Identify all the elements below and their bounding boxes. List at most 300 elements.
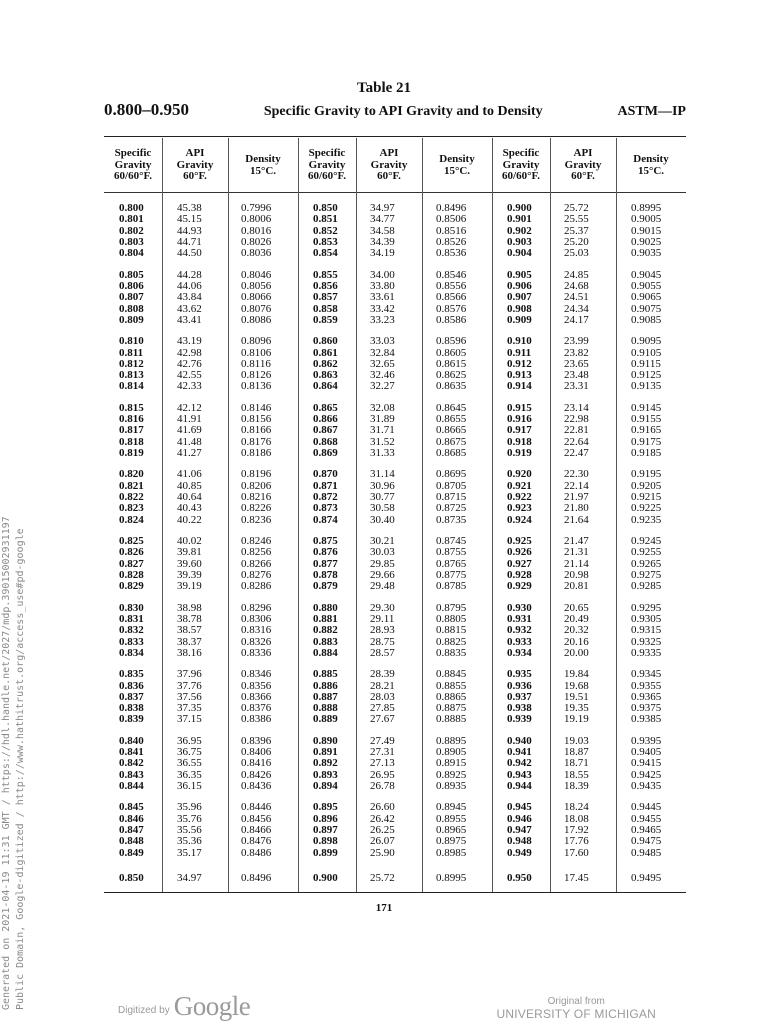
density-value: 0.8496	[436, 202, 467, 214]
density-value: 0.8965	[436, 824, 467, 836]
api-gravity-value: 29.30	[370, 601, 395, 614]
specific-gravity-value: 0.814	[119, 380, 144, 393]
specific-gravity-value: 0.841	[119, 746, 144, 759]
specific-gravity-value: 0.904	[507, 247, 532, 260]
density-value: 0.9205	[631, 479, 662, 492]
specific-gravity-value: 0.808	[119, 302, 144, 315]
specific-gravity-value: 0.865	[313, 401, 338, 414]
stamp-line-license: Public Domain, Google-digitized / http://www.hathitrust.org/access_use#pd-google	[15, 528, 26, 1010]
density-value: 0.8805	[436, 612, 467, 625]
api-gravity-value: 33.42	[370, 302, 395, 315]
density-value: 0.8665	[436, 424, 467, 437]
api-gravity-value: 40.02	[177, 535, 202, 547]
specific-gravity-value: 0.942	[507, 757, 532, 770]
api-gravity-value: 42.33	[177, 380, 202, 393]
specific-gravity-value: 0.837	[119, 690, 144, 703]
api-gravity-value: 20.16	[564, 635, 589, 648]
specific-gravity-value: 0.821	[119, 479, 144, 492]
api-gravity-value: 28.39	[370, 668, 395, 681]
header-line: 60/60°F.	[502, 170, 540, 182]
density-value: 0.8775	[436, 568, 467, 581]
api-gravity-value: 19.68	[564, 679, 589, 692]
density-value: 0.8975	[436, 835, 467, 848]
specific-gravity-value: 0.849	[119, 846, 144, 859]
density-value: 0.8725	[436, 502, 467, 515]
specific-gravity-value: 0.944	[507, 780, 532, 792]
specific-gravity-value: 0.835	[119, 668, 144, 681]
api-gravity-value: 28.03	[370, 690, 395, 703]
api-gravity-value: 17.45	[564, 872, 589, 884]
specific-gravity-value: 0.931	[507, 612, 532, 625]
api-gravity-value: 22.98	[564, 413, 589, 426]
api-gravity-value: 20.49	[564, 612, 589, 625]
density-value: 0.8566	[436, 291, 467, 304]
density-value: 0.8536	[436, 247, 467, 260]
header-density	[422, 154, 492, 190]
specific-gravity-value: 0.811	[119, 346, 144, 359]
api-gravity-value: 23.31	[564, 380, 589, 393]
specific-gravity-value: 0.803	[119, 235, 144, 248]
density-value: 0.9065	[631, 291, 662, 304]
hathitrust-stamp	[0, 516, 28, 1010]
api-gravity-value: 29.11	[370, 612, 395, 625]
density-value: 0.9255	[631, 546, 662, 559]
header-line: API	[185, 147, 205, 159]
api-gravity-value: 34.19	[370, 247, 395, 260]
density-value: 0.9025	[631, 235, 662, 248]
density-value: 0.8096	[241, 335, 272, 348]
specific-gravity-value: 0.945	[507, 801, 532, 814]
specific-gravity-value: 0.848	[119, 835, 144, 848]
specific-gravity-value: 0.920	[507, 468, 532, 481]
density-value: 0.8915	[436, 757, 467, 770]
specific-gravity-value: 0.905	[507, 268, 532, 281]
specific-gravity-value: 0.869	[313, 447, 338, 459]
api-gravity-value: 44.06	[177, 279, 202, 292]
density-value: 0.9455	[631, 812, 662, 825]
density-value: 0.8136	[241, 380, 272, 393]
specific-gravity-value: 0.894	[313, 780, 338, 792]
specific-gravity-value: 0.857	[313, 291, 338, 304]
api-gravity-value: 29.85	[370, 557, 395, 570]
api-gravity-value: 19.51	[564, 690, 589, 703]
api-gravity-value: 23.82	[564, 346, 589, 359]
specific-gravity-value: 0.850	[313, 202, 338, 214]
api-gravity-value: 28.93	[370, 624, 395, 637]
specific-gravity-value: 0.886	[313, 679, 338, 692]
density-value: 0.9055	[631, 279, 662, 292]
api-gravity-value: 35.56	[177, 824, 202, 836]
header-specific-gravity	[104, 148, 162, 184]
density-value: 0.8556	[436, 279, 467, 292]
header-line: Density	[633, 153, 669, 165]
specific-gravity-value: 0.826	[119, 546, 144, 559]
api-gravity-value: 30.03	[370, 546, 395, 559]
header-density	[616, 154, 686, 190]
column-separator	[356, 138, 357, 892]
density-value: 0.9015	[631, 224, 662, 237]
density-value: 0.8296	[241, 601, 272, 614]
header-line: 60°F.	[571, 170, 595, 182]
api-gravity-value: 37.15	[177, 713, 202, 726]
density-value: 0.8426	[241, 768, 272, 781]
specific-gravity-value: 0.943	[507, 768, 532, 781]
density-value: 0.9385	[631, 713, 662, 726]
specific-gravity-value: 0.890	[313, 734, 338, 747]
page-number: 171	[375, 902, 393, 914]
density-value: 0.8675	[436, 435, 467, 448]
api-gravity-value: 31.14	[370, 468, 395, 481]
density-value: 0.9335	[631, 646, 662, 659]
density-value: 0.8276	[241, 568, 272, 581]
density-value: 0.8216	[241, 491, 272, 503]
api-gravity-value: 38.57	[177, 624, 202, 637]
density-value: 0.8715	[436, 491, 467, 503]
column-headers	[104, 138, 686, 193]
specific-gravity-value: 0.898	[313, 835, 338, 848]
specific-gravity-value: 0.876	[313, 546, 338, 559]
api-gravity-value: 18.08	[564, 812, 589, 825]
specific-gravity-value: 0.899	[313, 846, 338, 859]
density-value: 0.9245	[631, 535, 662, 547]
api-gravity-value: 39.39	[177, 568, 202, 581]
api-gravity-value: 44.50	[177, 247, 202, 260]
api-gravity-value: 22.64	[564, 435, 589, 448]
density-value: 0.8316	[241, 624, 272, 637]
api-gravity-value: 40.64	[177, 491, 202, 503]
specific-gravity-value: 0.925	[507, 535, 532, 547]
specific-gravity-value: 0.903	[507, 235, 532, 248]
density-value: 0.8576	[436, 302, 467, 315]
api-gravity-value: 33.03	[370, 335, 395, 348]
api-gravity-value: 45.15	[177, 213, 202, 226]
density-value: 0.8186	[241, 447, 272, 459]
density-value: 0.8456	[241, 812, 272, 825]
specific-gravity-value: 0.829	[119, 580, 144, 593]
api-gravity-value: 34.00	[370, 268, 395, 281]
api-gravity-value: 20.32	[564, 624, 589, 637]
specific-gravity-value: 0.893	[313, 768, 338, 781]
density-value: 0.8695	[436, 468, 467, 481]
header-api-gravity	[550, 148, 616, 184]
density-value: 0.8995	[631, 202, 662, 214]
specific-gravity-value: 0.847	[119, 824, 144, 836]
specific-gravity-value: 0.858	[313, 302, 338, 315]
specific-gravity-value: 0.842	[119, 757, 144, 770]
api-gravity-value: 32.46	[370, 369, 395, 382]
table-subtitle: Specific Gravity to API Gravity and to Density	[263, 104, 543, 119]
api-gravity-value: 20.98	[564, 568, 589, 581]
api-gravity-value: 41.27	[177, 447, 202, 459]
api-gravity-value: 17.76	[564, 835, 589, 848]
density-value: 0.8466	[241, 824, 272, 836]
specific-gravity-value: 0.830	[119, 601, 144, 614]
specific-gravity-value: 0.884	[313, 646, 338, 659]
api-gravity-value: 43.41	[177, 313, 202, 326]
density-value: 0.8486	[241, 846, 272, 859]
density-value: 0.8476	[241, 835, 272, 848]
api-gravity-value: 21.47	[564, 535, 589, 547]
specific-gravity-value: 0.897	[313, 824, 338, 836]
specific-gravity-value: 0.817	[119, 424, 144, 437]
density-value: 0.9215	[631, 491, 662, 503]
api-gravity-value: 30.77	[370, 491, 395, 503]
density-value: 0.8845	[436, 668, 467, 681]
api-gravity-value: 38.78	[177, 612, 202, 625]
api-gravity-value: 18.39	[564, 780, 589, 792]
digitized-by-google	[118, 990, 250, 1022]
specific-gravity-value: 0.947	[507, 824, 532, 836]
density-value: 0.8516	[436, 224, 467, 237]
api-gravity-value: 18.55	[564, 768, 589, 781]
column-separator	[298, 138, 299, 892]
specific-gravity-value: 0.941	[507, 746, 532, 759]
original-from	[496, 996, 656, 1021]
specific-gravity-value: 0.855	[313, 268, 338, 281]
api-gravity-value: 31.33	[370, 447, 395, 459]
density-value: 0.8596	[436, 335, 467, 348]
specific-gravity-value: 0.928	[507, 568, 532, 581]
header-line: 60/60°F.	[308, 170, 346, 182]
density-value: 0.8446	[241, 801, 272, 814]
api-gravity-value: 18.87	[564, 746, 589, 759]
header-specific-gravity	[298, 148, 356, 184]
density-value: 0.8226	[241, 502, 272, 515]
density-value: 0.8745	[436, 535, 467, 547]
density-value: 0.8935	[436, 780, 467, 792]
specific-gravity-value: 0.919	[507, 447, 532, 459]
api-gravity-value: 34.97	[177, 872, 202, 884]
api-gravity-value: 34.77	[370, 213, 395, 226]
api-gravity-value: 22.14	[564, 479, 589, 492]
api-gravity-value: 25.37	[564, 224, 589, 237]
api-gravity-value: 41.69	[177, 424, 202, 437]
specific-gravity-value: 0.831	[119, 612, 144, 625]
api-gravity-value: 17.92	[564, 824, 589, 836]
api-gravity-value: 34.39	[370, 235, 395, 248]
api-gravity-value: 24.85	[564, 268, 589, 281]
density-value: 0.8985	[436, 846, 467, 859]
api-gravity-value: 34.58	[370, 224, 395, 237]
api-gravity-value: 42.98	[177, 346, 202, 359]
api-gravity-value: 43.62	[177, 302, 202, 315]
specific-gravity-value: 0.874	[313, 513, 338, 526]
specific-gravity-value: 0.871	[313, 479, 338, 492]
top-rule	[104, 136, 686, 137]
api-gravity-value: 21.97	[564, 491, 589, 503]
header-line: Gravity	[502, 158, 540, 171]
api-gravity-value: 35.76	[177, 812, 202, 825]
density-value: 0.9125	[631, 369, 662, 382]
density-value: 0.8905	[436, 746, 467, 759]
specific-gravity-value: 0.927	[507, 557, 532, 570]
api-gravity-value: 19.35	[564, 702, 589, 715]
table-header-row	[104, 100, 686, 122]
header-line: 60°F.	[377, 170, 401, 182]
density-value: 0.8635	[436, 380, 467, 393]
header-line: API	[573, 147, 593, 159]
density-value: 0.9085	[631, 313, 662, 326]
specific-gravity-value: 0.914	[507, 380, 532, 393]
api-gravity-value: 23.48	[564, 369, 589, 382]
specific-gravity-value: 0.882	[313, 624, 338, 637]
api-gravity-value: 24.17	[564, 313, 589, 326]
density-value: 0.8076	[241, 302, 272, 315]
api-gravity-value: 38.98	[177, 601, 202, 614]
density-value: 0.8765	[436, 557, 467, 570]
density-value: 0.9285	[631, 580, 662, 593]
specific-gravity-value: 0.877	[313, 557, 338, 570]
specific-gravity-value: 0.923	[507, 502, 532, 515]
api-gravity-value: 44.71	[177, 235, 202, 248]
density-value: 0.8156	[241, 413, 272, 426]
density-value: 0.9375	[631, 702, 662, 715]
density-value: 0.8386	[241, 713, 272, 726]
api-gravity-value: 42.76	[177, 357, 202, 370]
density-value: 0.8196	[241, 468, 272, 481]
specific-gravity-value: 0.815	[119, 401, 144, 414]
api-gravity-value: 44.93	[177, 224, 202, 237]
density-value: 0.9135	[631, 380, 662, 393]
specific-gravity-value: 0.846	[119, 812, 144, 825]
api-gravity-value: 32.65	[370, 357, 395, 370]
specific-gravity-value: 0.809	[119, 313, 144, 326]
density-value: 0.8586	[436, 313, 467, 326]
specific-gravity-value: 0.895	[313, 801, 338, 814]
api-gravity-value: 27.49	[370, 734, 395, 747]
specific-gravity-value: 0.908	[507, 302, 532, 315]
density-value: 0.8645	[436, 401, 467, 414]
density-value: 0.8406	[241, 746, 272, 759]
header-line: Gravity	[308, 158, 346, 171]
specific-gravity-value: 0.822	[119, 491, 144, 503]
api-gravity-value: 19.03	[564, 734, 589, 747]
specific-gravity-value: 0.836	[119, 679, 144, 692]
density-value: 0.9225	[631, 502, 662, 515]
api-gravity-value: 42.12	[177, 401, 202, 414]
column-separator	[550, 138, 551, 892]
header-line: Density	[245, 153, 281, 165]
density-value: 0.9075	[631, 302, 662, 315]
density-value: 0.8206	[241, 479, 272, 492]
header-api-gravity	[162, 148, 228, 184]
specific-gravity-value: 0.823	[119, 502, 144, 515]
api-gravity-value: 32.84	[370, 346, 395, 359]
density-value: 0.9495	[631, 872, 662, 884]
density-value: 0.8036	[241, 247, 272, 260]
density-value: 0.8685	[436, 447, 467, 459]
density-value: 0.8526	[436, 235, 467, 248]
api-gravity-value: 31.71	[370, 424, 395, 437]
specific-gravity-value: 0.834	[119, 646, 144, 659]
api-gravity-value: 36.95	[177, 734, 202, 747]
api-gravity-value: 21.64	[564, 513, 589, 526]
specific-gravity-value: 0.939	[507, 713, 532, 726]
specific-gravity-value: 0.879	[313, 580, 338, 593]
standards-org: ASTM—IP	[617, 104, 686, 119]
api-gravity-value: 27.13	[370, 757, 395, 770]
density-value: 0.9175	[631, 435, 662, 448]
density-value: 0.9415	[631, 757, 662, 770]
density-value: 0.9425	[631, 768, 662, 781]
api-gravity-value: 20.65	[564, 601, 589, 614]
header-line: 60°F.	[183, 170, 207, 182]
specific-gravity-value: 0.948	[507, 835, 532, 848]
specific-gravity-value: 0.867	[313, 424, 338, 437]
density-value: 0.8875	[436, 702, 467, 715]
api-gravity-value: 40.22	[177, 513, 202, 526]
specific-gravity-value: 0.825	[119, 535, 144, 547]
density-value: 0.9315	[631, 624, 662, 637]
density-value: 0.8106	[241, 346, 272, 359]
specific-gravity-value: 0.906	[507, 279, 532, 292]
api-gravity-value: 22.47	[564, 447, 589, 459]
density-value: 0.9395	[631, 734, 662, 747]
density-value: 0.8306	[241, 612, 272, 625]
density-value: 0.8266	[241, 557, 272, 570]
density-value: 0.8126	[241, 369, 272, 382]
density-value: 0.8655	[436, 413, 467, 426]
api-gravity-value: 20.00	[564, 646, 589, 659]
api-gravity-value: 21.14	[564, 557, 589, 570]
specific-gravity-value: 0.921	[507, 479, 532, 492]
density-value: 0.8046	[241, 268, 272, 281]
api-gravity-value: 25.72	[564, 202, 589, 214]
specific-gravity-value: 0.840	[119, 734, 144, 747]
header-line: API	[379, 147, 399, 159]
specific-gravity-value: 0.880	[313, 601, 338, 614]
api-gravity-value: 40.43	[177, 502, 202, 515]
api-gravity-value: 35.96	[177, 801, 202, 814]
density-value: 0.8166	[241, 424, 272, 437]
density-value: 0.8066	[241, 291, 272, 304]
api-gravity-value: 36.35	[177, 768, 202, 781]
specific-gravity-value: 0.889	[313, 713, 338, 726]
api-gravity-value: 22.30	[564, 468, 589, 481]
specific-gravity-value: 0.872	[313, 491, 338, 503]
specific-gravity-value: 0.863	[313, 369, 338, 382]
specific-gravity-value: 0.844	[119, 780, 144, 792]
density-value: 0.9445	[631, 801, 662, 814]
specific-gravity-value: 0.805	[119, 268, 144, 281]
specific-gravity-value: 0.851	[313, 213, 338, 226]
header-line: Specific	[502, 147, 540, 159]
api-gravity-value: 33.23	[370, 313, 395, 326]
density-value: 0.8086	[241, 313, 272, 326]
specific-gravity-value: 0.832	[119, 624, 144, 637]
university-name: UNIVERSITY OF MICHIGAN	[496, 1007, 656, 1021]
api-gravity-value: 20.81	[564, 580, 589, 593]
specific-gravity-value: 0.800	[119, 202, 144, 214]
specific-gravity-value: 0.881	[313, 612, 338, 625]
specific-gravity-value: 0.922	[507, 491, 532, 503]
density-value: 0.9195	[631, 468, 662, 481]
density-value: 0.8256	[241, 546, 272, 559]
density-value: 0.8835	[436, 646, 467, 659]
density-value: 0.9145	[631, 401, 662, 414]
specific-gravity-value: 0.926	[507, 546, 532, 559]
density-value: 0.8236	[241, 513, 272, 526]
density-value: 0.8785	[436, 580, 467, 593]
api-gravity-value: 23.14	[564, 401, 589, 414]
density-value: 0.9305	[631, 612, 662, 625]
specific-gravity-value: 0.820	[119, 468, 144, 481]
header-line: Gravity	[114, 158, 152, 171]
specific-gravity-value: 0.883	[313, 635, 338, 648]
density-value: 0.8356	[241, 679, 272, 692]
bottom-rule	[104, 892, 686, 893]
specific-gravity-value: 0.854	[313, 247, 338, 260]
